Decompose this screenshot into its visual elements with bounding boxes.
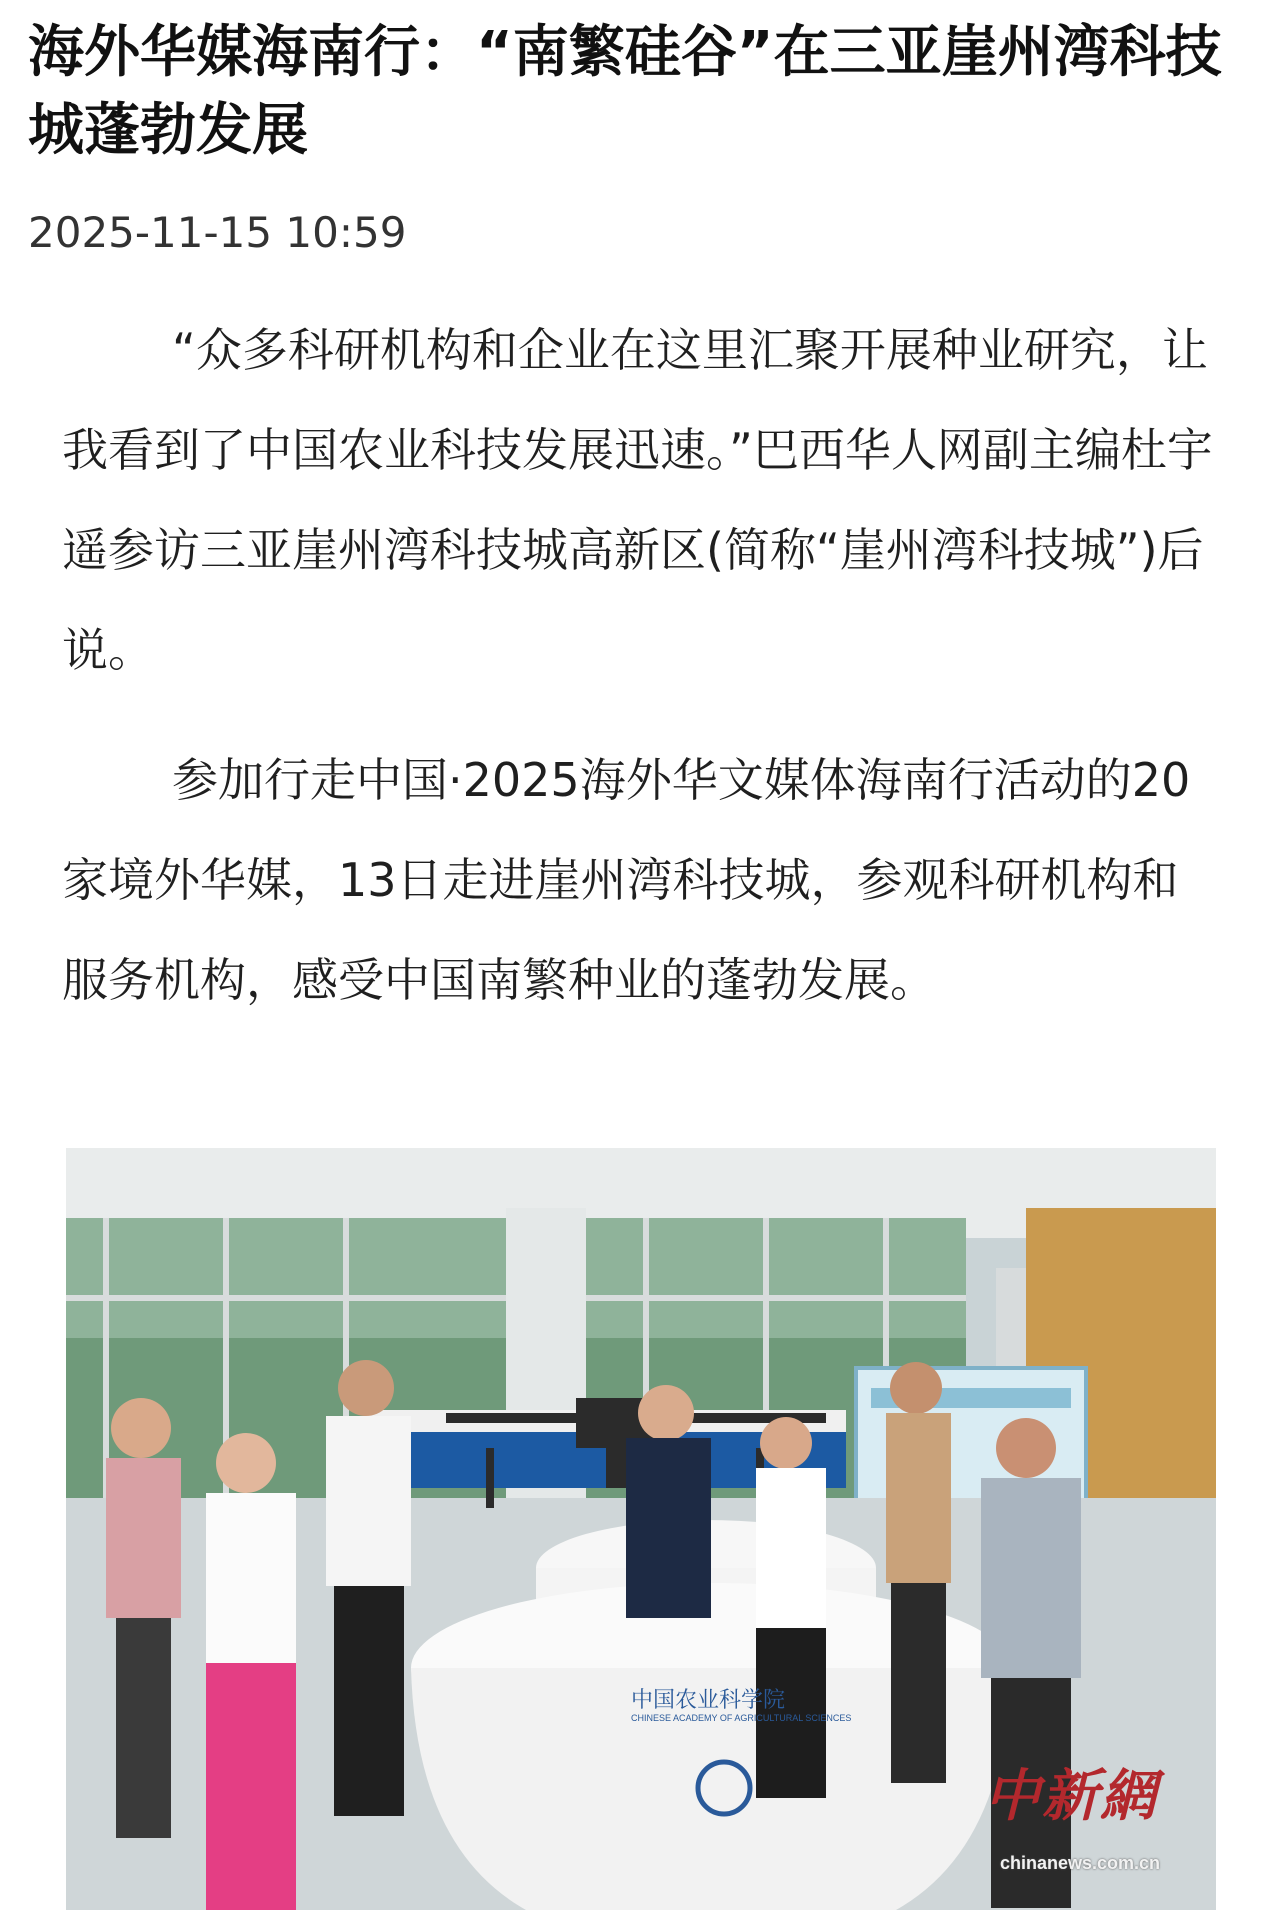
chinanews-url-watermark: chinanews.com.cn — [999, 1853, 1160, 1873]
pedestal-label-en: CHINESE ACADEMY OF AGRICULTURAL SCIENCES — [631, 1713, 852, 1723]
publish-datetime: 2025-11-15 10:59 — [28, 208, 407, 257]
pedestal-label: 中国农业科学院 — [631, 1688, 786, 1713]
chinanews-logo: 中新網 — [984, 1763, 1158, 1829]
article-title: 海外华媒海南行：“南繁硅谷”在三亚崖州湾科技城蓬勃发展 — [28, 20, 1222, 163]
article-paragraph-1: “众多科研机构和企业在这里汇聚开展种业研究，让我看到了中国农业科技发展迅速。”巴西华人网副主编杜宇遥参访三亚崖州湾科技城高新区(简称“崖州湾科技城”)后说。 — [62, 323, 1213, 677]
article-paragraph-2: 参加行走中国·2025海外华文媒体海南行活动的20家境外华媒，13日走进崖州湾科技城，参观科研机构和服务机构，感受中国南繁种业的蓬勃发展。 — [62, 753, 1191, 1007]
article-photo[interactable] — [66, 1148, 1216, 1910]
